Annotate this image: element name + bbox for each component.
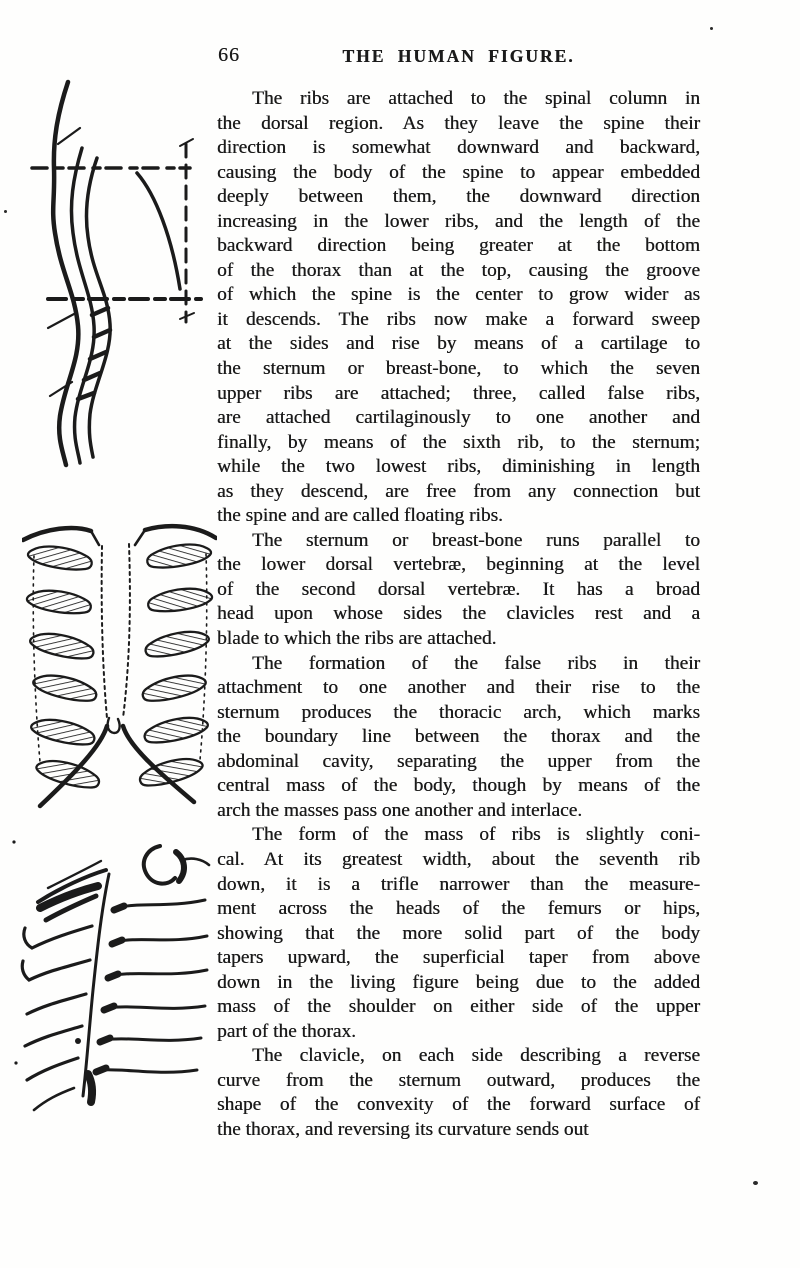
text-line: upper ribs are attached; three, called false ribs, (217, 382, 700, 404)
text-line: The sternum or breast-bone runs parallel to (252, 529, 700, 551)
text-line: backward direction being greater at the bottom (217, 235, 700, 257)
text-line: while the two lowest ribs, diminishing in length (217, 456, 700, 478)
text-line: sternum produces the thoracic arch, which marks (217, 701, 700, 723)
paragraph (217, 529, 700, 652)
text-column (217, 87, 700, 1143)
text-line: increasing in the lower ribs, and the length of the (217, 210, 700, 232)
text-line: of which the spine is the center to grow wider as (217, 284, 700, 306)
text-line: finally, by means of the sixth rib, to the sternum; (217, 431, 700, 453)
text-line: ment across the heads of the femurs or hips, (217, 898, 700, 920)
running-title: THE HUMAN FIGURE. (342, 46, 575, 66)
text-line: are attached cartilaginously to one another and (217, 407, 700, 429)
text-line: as they descend, are free from any connection but (217, 480, 700, 502)
text-line: the boundary line between the thorax and the (217, 726, 700, 748)
spine-side-view-figure (20, 76, 205, 478)
text-line: The ribs are attached to the spinal column in (252, 88, 700, 109)
text-line: curve from the sternum outward, produces the (217, 1069, 700, 1091)
paragraph (217, 87, 700, 529)
text-line: down, it is a trifle narrower than the measure- (217, 873, 700, 895)
ribs-front-view-icon (22, 512, 217, 820)
text-line: the spine and are called floating ribs. (217, 505, 503, 527)
text-line: the dorsal region. As they leave the spine their (217, 112, 700, 134)
text-line: part of the thorax. (217, 1020, 356, 1042)
text-line: the lower dorsal vertebræ, beginning at the level (217, 554, 700, 576)
paper-speck (753, 1181, 758, 1185)
text-line: abdominal cavity, separating the upper from the (217, 750, 700, 772)
text-line: mass of the shoulder on either side of the upper (217, 996, 700, 1018)
text-line: cal. At its greatest width, about the seventh rib (217, 848, 700, 870)
text-line: it descends. The ribs now make a forward sweep (217, 308, 700, 330)
paper-speck (710, 27, 713, 30)
text-line: The formation of the false ribs in their (252, 652, 700, 674)
ribs-front-view-figure (22, 512, 217, 820)
paper-speck (4, 210, 7, 213)
text-line: head upon whose sides the clavicles rest and a (217, 603, 700, 625)
text-line: shape of the convexity of the forward surface of (217, 1094, 700, 1116)
text-line: at the sides and rise by means of a cartilage to (217, 333, 700, 355)
text-line: arch the masses pass one another and interlace. (217, 799, 583, 821)
text-line: blade to which the ribs are attached. (217, 628, 497, 650)
text-line: tapers upward, the superficial taper from above (217, 947, 700, 969)
text-line: The clavicle, on each side describing a reverse (252, 1045, 700, 1067)
thorax-side-view-icon (8, 828, 213, 1120)
text-line: the sternum or breast-bone, to which the seven (217, 358, 700, 380)
text-line: causing the body of the spine to appear embedded (217, 161, 700, 183)
paragraph (217, 652, 700, 824)
paragraph (217, 1044, 700, 1142)
text-line: showing that the more solid part of the body (217, 922, 700, 944)
paragraph (217, 823, 700, 1044)
text-line: the thorax, and reversing its curvature sends out (217, 1118, 589, 1140)
text-line: of the thorax than at the top, causing the groove (217, 259, 700, 281)
text-line: down in the living figure being due to the added (217, 971, 700, 993)
text-line: of the second dorsal vertebræ. It has a broad (217, 578, 700, 600)
page-number: 66 (218, 44, 240, 66)
text-line: central mass of the body, though by means of the (217, 775, 700, 797)
text-line: deeply between them, the downward direction (217, 186, 700, 208)
spine-side-view-icon (20, 76, 205, 478)
text-line: direction is somewhat downward and backward, (217, 137, 700, 159)
text-line: attachment to one another and their rise to the (217, 677, 700, 699)
thorax-side-view-figure (8, 828, 213, 1120)
text-line: The form of the mass of ribs is slightly coni- (252, 824, 700, 846)
